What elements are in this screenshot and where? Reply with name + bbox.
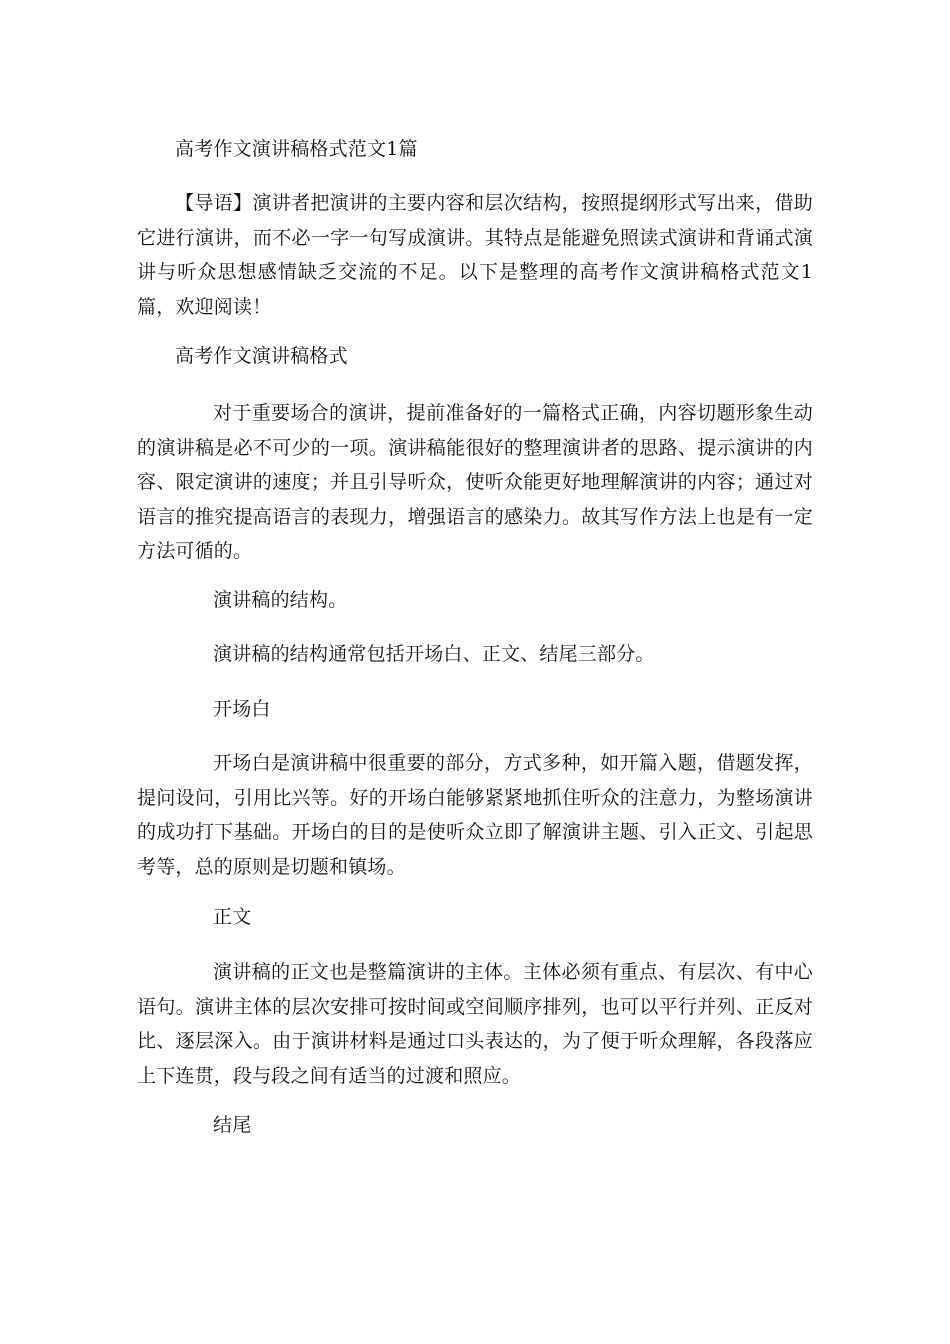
paragraph-purpose: 对于重要场合的演讲，提前准备好的一篇格式正确，内容切题形象生动的演讲稿是必不可少的一项。演讲稿能很好的整理演讲者的思路、提示演讲的内容、限定演讲的速度；并且引导听众，使听众能更好地理解演讲的内容；通过对语言的推究提高语言的表现力，增强语言的感染力。故其写作方法上也是有一定方法可循的。 xyxy=(137,402,813,562)
heading-ending: 结尾 xyxy=(213,1114,252,1136)
heading-body: 正文 xyxy=(213,906,252,928)
heading-structure: 演讲稿的结构。 xyxy=(213,589,348,611)
intro-paragraph xyxy=(137,186,813,324)
intro-label: 【导语】 xyxy=(175,192,253,214)
paragraph-body: 演讲稿的正文也是整篇演讲的主体。主体必须有重点、有层次、有中心语句。演讲主体的层次安排可按时间或空间顺序排列，也可以平行并列、正反对比、逐层深入。由于演讲材料是通过口头表达的，为了便于听众理解，各段落应上下连贯，段与段之间有适当的过渡和照应。 xyxy=(137,961,813,1087)
document-title: 高考作文演讲稿格式范文1篇 xyxy=(175,138,418,160)
heading-opening: 开场白 xyxy=(213,698,271,720)
section-subtitle: 高考作文演讲稿格式 xyxy=(175,345,348,367)
paragraph-structure: 演讲稿的结构通常包括开场白、正文、结尾三部分。 xyxy=(213,643,655,665)
intro-text: 演讲者把演讲的主要内容和层次结构，按照提纲形式写出来，借助它进行演讲，而不必一字一句写成演讲。其特点是能避免照读式演讲和背诵式演讲与听众思想感情缺乏交流的不足。以下是整理的高考作文演讲稿格式范文1篇，欢迎阅读！ xyxy=(137,192,813,318)
paragraph-opening: 开场白是演讲稿中很重要的部分，方式多种，如开篇入题，借题发挥，提问设问，引用比兴等。好的开场白能够紧紧地抓住听众的注意力，为整场演讲的成功打下基础。开场白的目的是使听众立即了解演讲主题、引入正文、引起思考等，总的原则是切题和镇场。 xyxy=(137,752,813,878)
